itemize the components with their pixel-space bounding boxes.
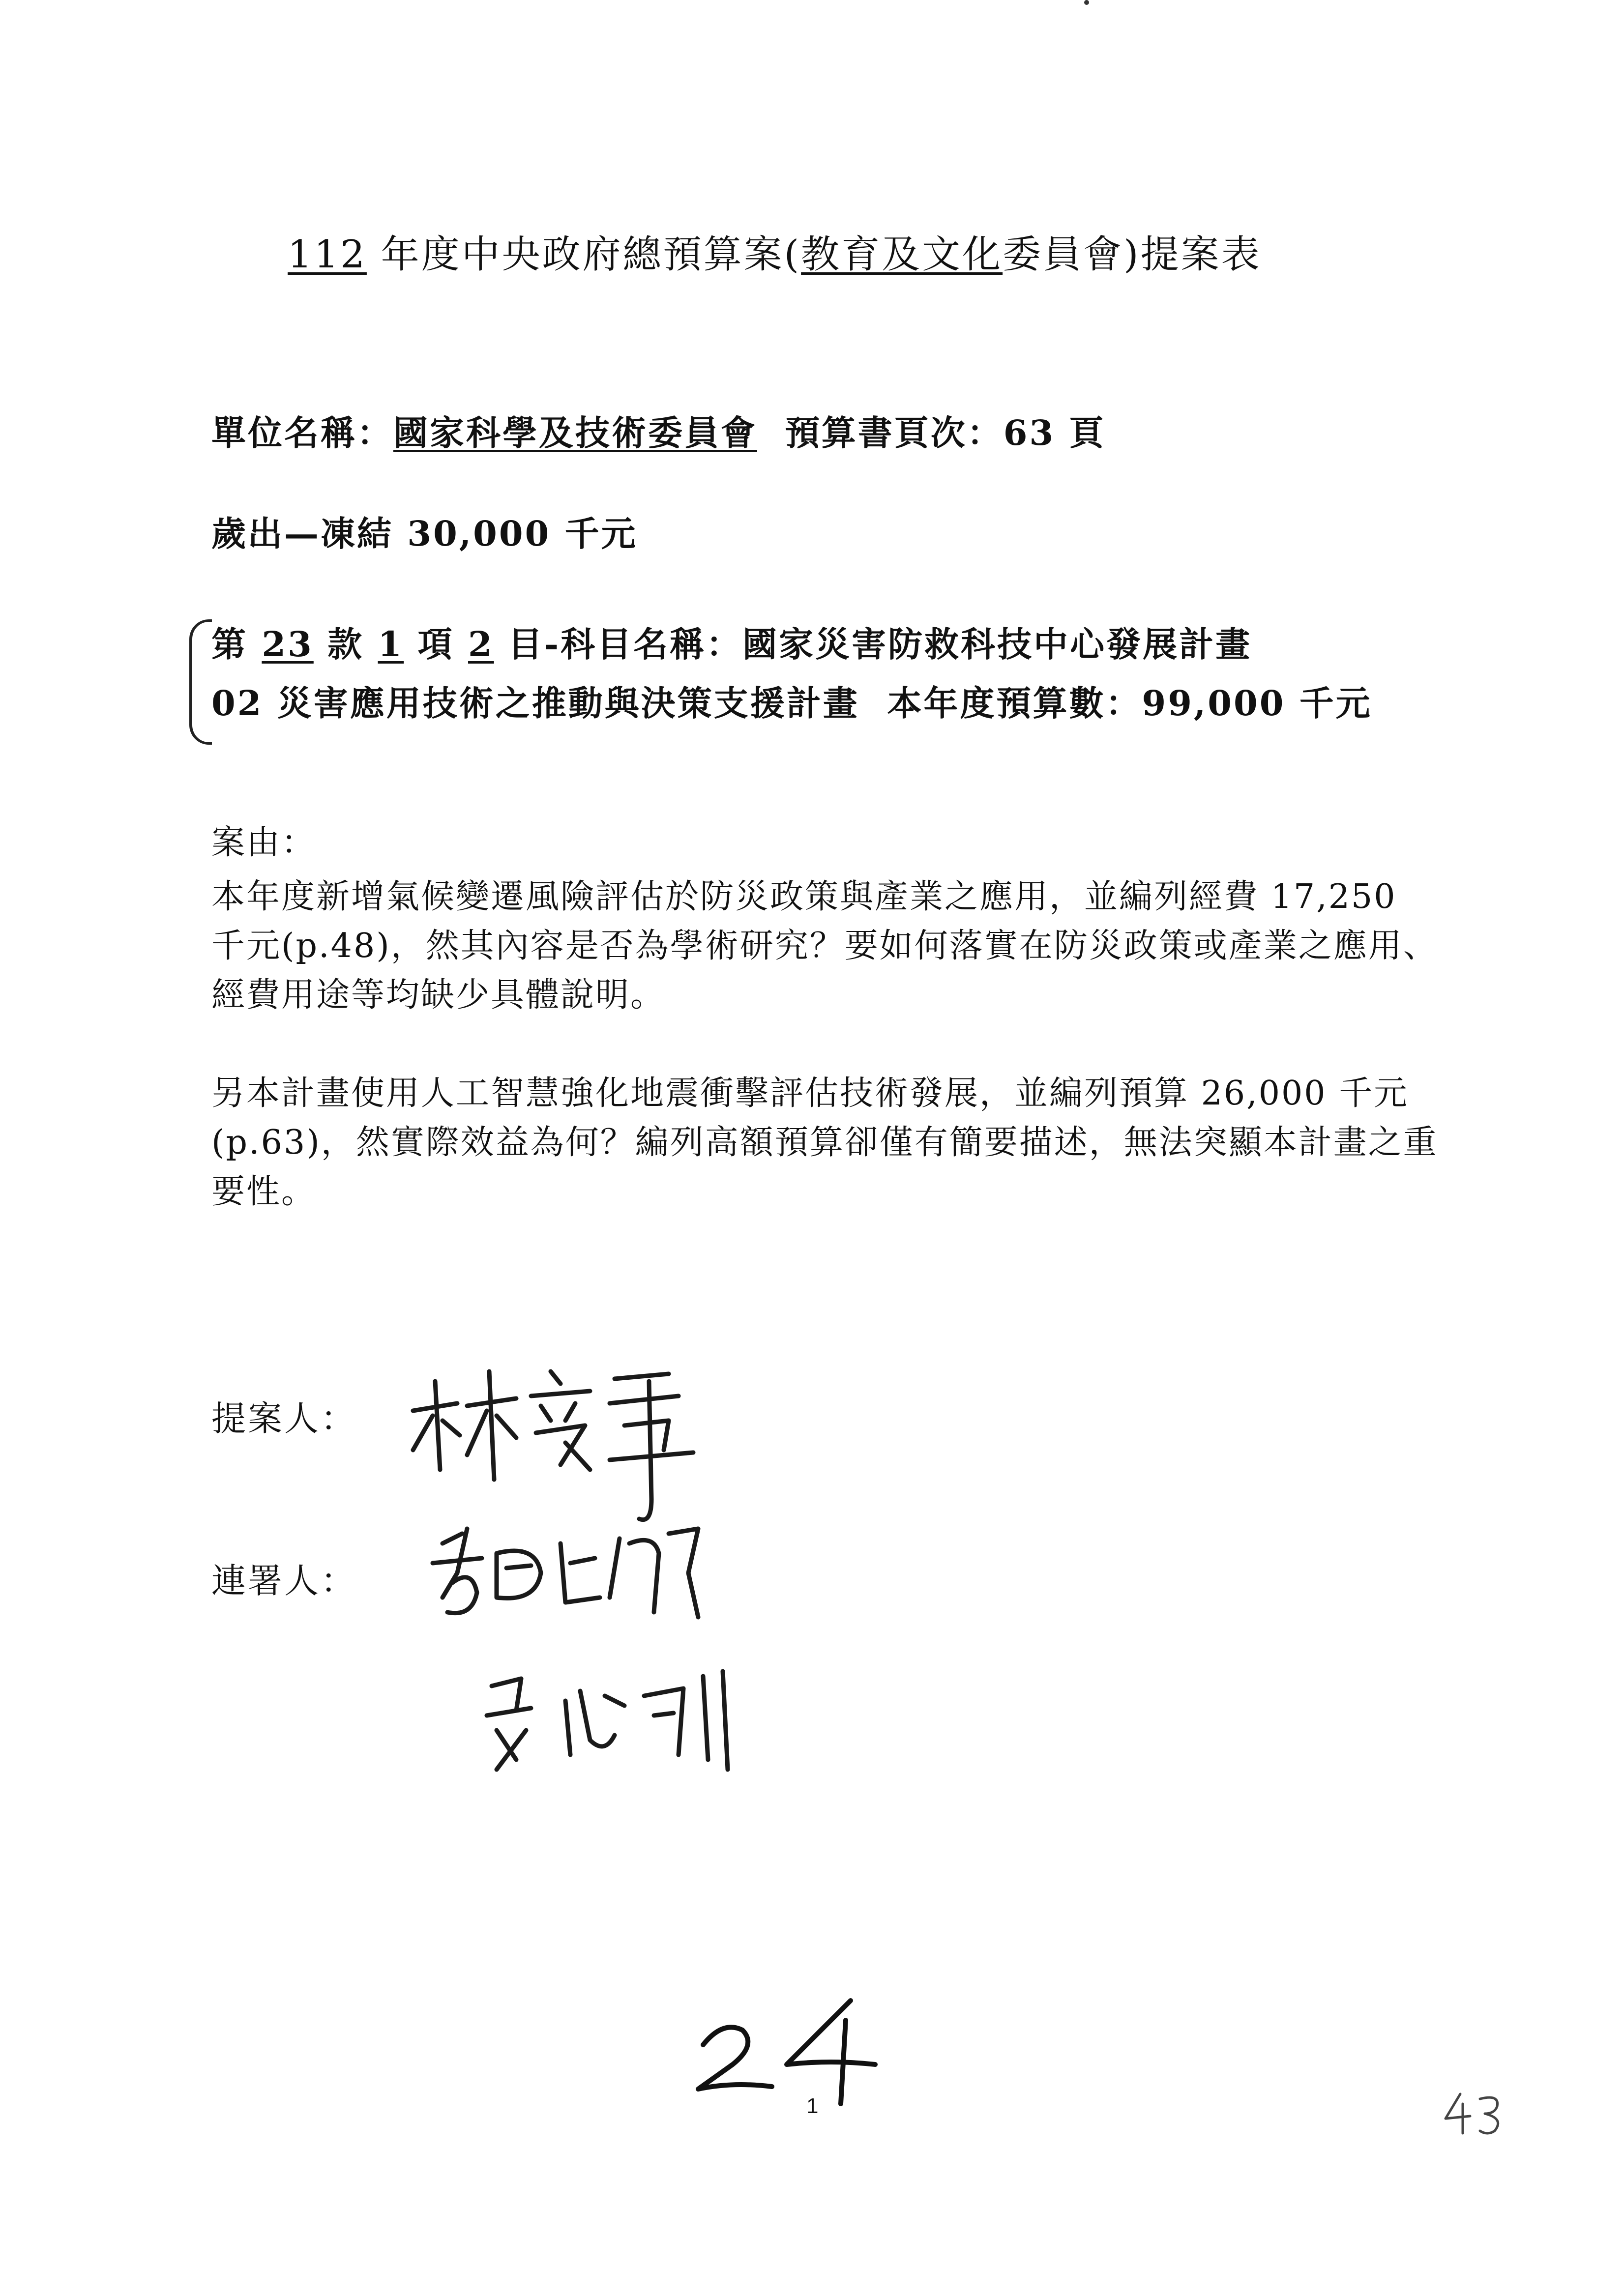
item-text: 項: [404, 624, 469, 665]
corner-number: [1436, 2084, 1514, 2143]
title-committee: 教育及文化: [801, 233, 1003, 277]
budget-page: 預算書頁次：63 頁: [757, 412, 1106, 453]
handwritten-bracket: [189, 619, 212, 745]
item-mu: 2: [468, 624, 494, 665]
item-text: 款: [313, 624, 378, 665]
page-title: [288, 224, 1262, 279]
item-plan-row: 02 災害應用技術之推動與決策支援計畫 本年度預算數：99,000 千元: [211, 683, 1372, 724]
proposer-signature: [403, 1352, 708, 1539]
handwritten-number: [688, 1991, 905, 2109]
unit-row: [211, 406, 1106, 455]
item-xiang: 1: [378, 624, 404, 665]
cosigner-signature-1: [423, 1514, 728, 1642]
unit-name: 國家科學及技術委員會: [393, 412, 757, 453]
item-text: 第: [211, 624, 262, 665]
reason-paragraph-1: 本年度新增氣候變遷風險評估於防災政策與產業之應用，並編列經費 17,250 千元(p.48)，然其內容是否為學術研究？要如何落實在防災政策或產業之應用、經費用途等均缺少具體說明。: [211, 877, 1438, 1015]
freeze-amount: 歲出—凍結 30,000 千元: [211, 513, 638, 554]
scan-speck: [1084, 0, 1089, 5]
title-year: 112: [288, 233, 367, 277]
item-kuan: 23: [262, 624, 314, 665]
page-number: 1: [806, 2094, 819, 2118]
title-suffix: 委員會)提案表: [1003, 233, 1262, 277]
unit-label: 單位名稱：: [211, 412, 393, 453]
title-mid: 年度中央政府總預算案(: [366, 233, 801, 277]
item-row: [211, 617, 1252, 667]
item-subject: 目-科目名稱：國家災害防救科技中心發展計畫: [494, 624, 1252, 665]
proposer-label: 提案人：: [211, 1398, 357, 1439]
reason-paragraph-2: 另本計畫使用人工智慧強化地震衝擊評估技術發展，並編列預算 26,000 千元(p.63)，然實際效益為何？編列高額預算卻僅有簡要描述，無法突顯本計畫之重要性。: [211, 1074, 1438, 1211]
cosigner-signature-2: [477, 1657, 782, 1784]
cosigner-label: 連署人：: [211, 1561, 357, 1601]
reason-label: 案由：: [211, 823, 317, 862]
